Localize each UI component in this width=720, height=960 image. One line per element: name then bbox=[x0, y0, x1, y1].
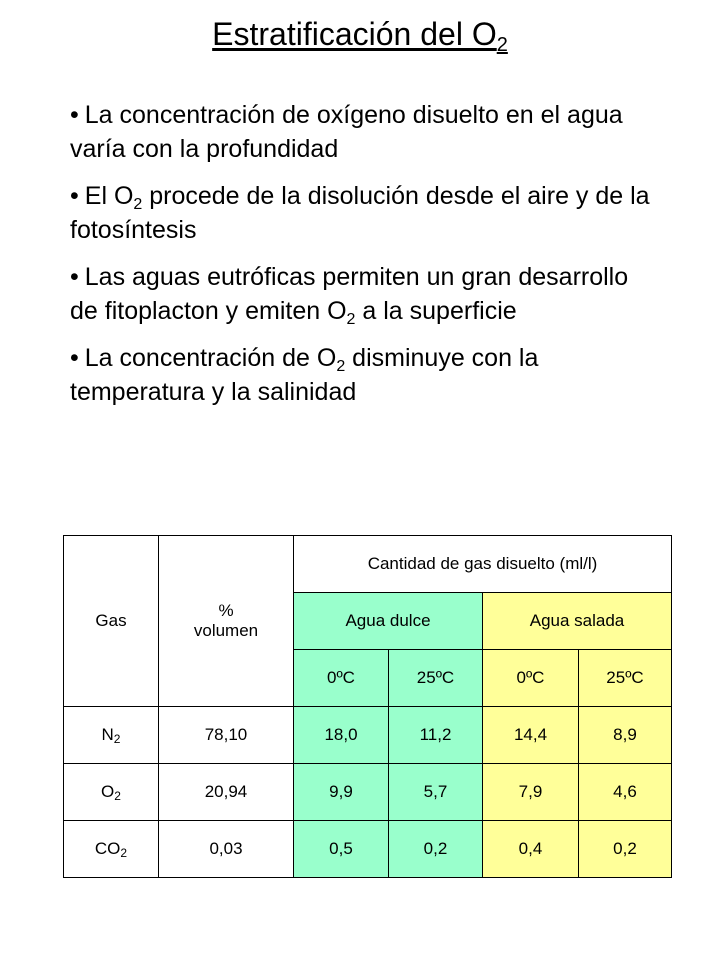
value-cell: 14,4 bbox=[483, 707, 579, 764]
value-cell: 4,6 bbox=[579, 764, 672, 821]
gas-formula: N bbox=[101, 725, 114, 744]
title-text: Estratificación del O bbox=[212, 16, 497, 52]
bullet-subscript: 2 bbox=[336, 358, 346, 375]
table-row bbox=[64, 821, 672, 878]
value-cell: 0,2 bbox=[389, 821, 483, 878]
dissolved-gas-table bbox=[63, 535, 672, 878]
header-gas: Gas bbox=[64, 536, 159, 707]
header-dissolved: Cantidad de gas disuelto (ml/l) bbox=[294, 536, 672, 593]
gas-cell bbox=[64, 821, 159, 878]
gas-cell bbox=[64, 764, 159, 821]
bullet-subscript: 2 bbox=[133, 196, 143, 213]
bullet-item bbox=[70, 179, 660, 247]
table-row bbox=[64, 764, 672, 821]
value-cell: 0,2 bbox=[579, 821, 672, 878]
header-volume: % volumen bbox=[159, 536, 294, 707]
title-subscript: 2 bbox=[496, 34, 508, 56]
bullet-text: La concentración de oxígeno disuelto en el agua varía con la profundidad bbox=[70, 101, 623, 163]
value-cell: 5,7 bbox=[389, 764, 483, 821]
gas-cell bbox=[64, 707, 159, 764]
value-cell: 8,9 bbox=[579, 707, 672, 764]
gas-subscript: 2 bbox=[113, 732, 121, 746]
table-row bbox=[64, 707, 672, 764]
volume-cell: 0,03 bbox=[159, 821, 294, 878]
bullet-dot: • bbox=[70, 182, 79, 210]
bullet-item bbox=[70, 341, 660, 409]
header-salt-water: Agua salada bbox=[483, 593, 672, 650]
value-cell: 9,9 bbox=[294, 764, 389, 821]
bullet-dot: • bbox=[70, 263, 79, 291]
gas-formula: CO bbox=[94, 839, 121, 858]
bullet-subscript: 2 bbox=[346, 311, 356, 328]
value-cell: 7,9 bbox=[483, 764, 579, 821]
gas-subscript: 2 bbox=[120, 846, 128, 860]
page-title bbox=[0, 14, 720, 65]
header-temp: 0ºC bbox=[483, 650, 579, 707]
gas-subscript: 2 bbox=[114, 789, 121, 803]
bullet-dot: • bbox=[70, 344, 79, 372]
gas-formula: O bbox=[101, 782, 115, 801]
bullet-text: El O bbox=[84, 182, 134, 210]
volume-cell: 78,10 bbox=[159, 707, 294, 764]
bullet-dot: • bbox=[70, 101, 79, 129]
header-fresh-water: Agua dulce bbox=[294, 593, 483, 650]
bullet-text: a la superficie bbox=[355, 297, 517, 325]
header-temp: 0ºC bbox=[294, 650, 389, 707]
value-cell: 18,0 bbox=[294, 707, 389, 764]
bullet-text: Las aguas eutróficas permiten un gran desarrollo de fitoplacton y emiten O bbox=[70, 263, 629, 325]
bullet-text: procede de la disolución desde el aire y de la fotosíntesis bbox=[70, 182, 650, 244]
bullet-list bbox=[70, 98, 660, 422]
bullet-text: La concentración de O bbox=[84, 344, 337, 372]
header-temp: 25ºC bbox=[389, 650, 483, 707]
header-temp: 25ºC bbox=[579, 650, 672, 707]
value-cell: 0,5 bbox=[294, 821, 389, 878]
value-cell: 0,4 bbox=[483, 821, 579, 878]
value-cell: 11,2 bbox=[389, 707, 483, 764]
volume-cell: 20,94 bbox=[159, 764, 294, 821]
bullet-item bbox=[70, 98, 660, 166]
bullet-item bbox=[70, 260, 660, 328]
bullet-text: disminuye con la temperatura y la salinidad bbox=[70, 344, 539, 406]
